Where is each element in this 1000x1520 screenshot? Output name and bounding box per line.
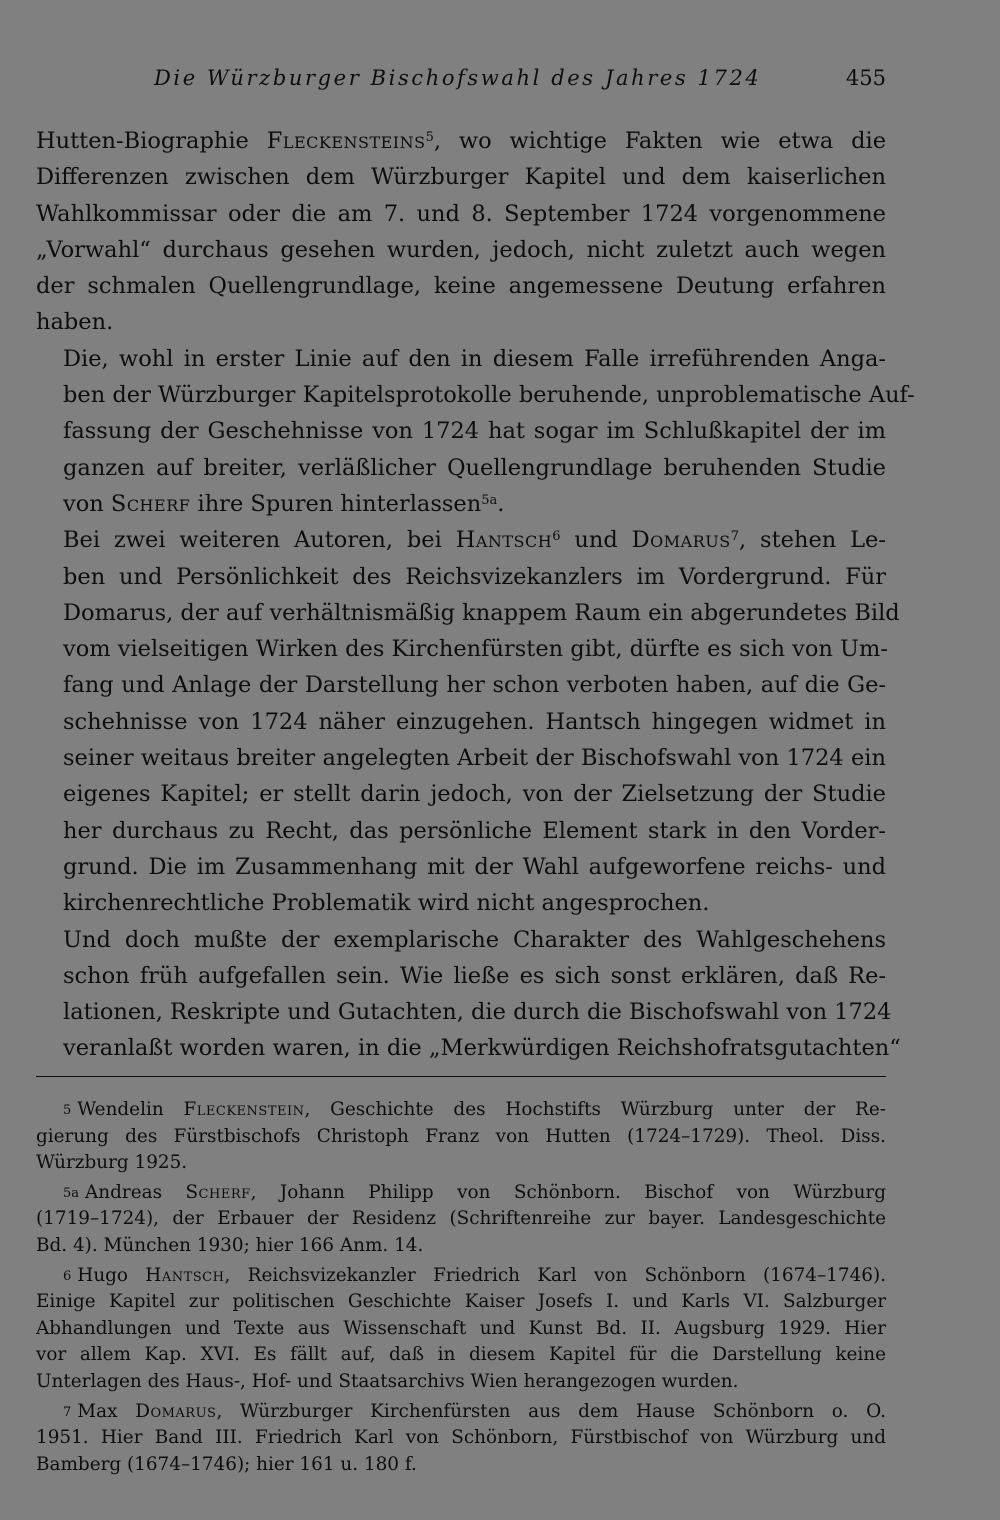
text-line bbox=[36, 595, 900, 631]
text-run: gierung des Fürstbischofs Christoph Franz von Hutten (1724–1729). Theol. Diss. bbox=[36, 1125, 886, 1147]
text-line bbox=[36, 268, 886, 304]
text-run: (1719–1724), der Erbauer der Residenz (Schriftenreihe zur bayer. Landesgeschichte bbox=[36, 1208, 886, 1230]
text-line bbox=[36, 159, 886, 195]
text-run: fang und Anlage der Darstellung her schon verboten haben, auf die Ge- bbox=[63, 672, 886, 699]
footnote-ref: 7 bbox=[730, 529, 740, 545]
text-run: von bbox=[63, 490, 111, 517]
text-run: kirchenrechtliche Problematik wird nicht angesprochen. bbox=[63, 890, 710, 917]
footnote-ref: 6 bbox=[552, 529, 561, 545]
text-line bbox=[36, 667, 886, 703]
footnote-rule bbox=[36, 1076, 886, 1077]
text-run: vom vielseitigen Wirken des Kirchenfürsten gibt, dürfte es sich von Um- bbox=[63, 636, 888, 663]
author-name: Hantsch bbox=[455, 527, 553, 554]
text-run: Wendelin bbox=[77, 1099, 184, 1120]
footnote-number: 5a bbox=[63, 1185, 80, 1201]
text-line bbox=[36, 776, 886, 812]
text-run: schehnisse von 1724 näher einzugehen. Hantsch hingegen widmet in bbox=[63, 708, 886, 735]
text-run: Domarus, der auf verhältnismäßig knappem Raum ein abgerundetes Bild bbox=[63, 599, 900, 626]
text-run: ben der Würzburger Kapitelsprotokolle beruhende, unproblematische Auf- bbox=[63, 382, 915, 409]
text-line bbox=[36, 1425, 886, 1452]
text-run: ganzen auf breiter, verläßlicher Quellengrundlage beruhenden Studie bbox=[63, 454, 886, 481]
text-run: schon früh aufgefallen sein. Wie ließe es sich sonst erklären, daß Re- bbox=[63, 962, 886, 989]
text-line bbox=[36, 123, 886, 159]
text-line bbox=[36, 1124, 886, 1151]
footnote-number: 5 bbox=[63, 1103, 72, 1118]
text-run: Einige Kapitel zur politischen Geschichte Kaiser Josefs I. und Karls VI. Salzburger bbox=[36, 1291, 886, 1313]
text-run: her durchaus zu Recht, das persönliche Element stark in den Vorder- bbox=[63, 817, 886, 844]
text-run: ben und Persönlichkeit des Reichsvizekanzlers im Vordergrund. Für bbox=[63, 563, 886, 590]
text-line bbox=[36, 1342, 886, 1369]
text-run: veranlaßt worden waren, in die „Merkwürdigen Reichshofratsgutachten“ bbox=[63, 1035, 901, 1062]
text-run: Andreas bbox=[85, 1181, 186, 1203]
paragraph-3 bbox=[36, 522, 900, 921]
author-name: Scherf bbox=[110, 490, 191, 517]
text-run: Hugo bbox=[77, 1264, 146, 1286]
text-run: Würzburg 1925. bbox=[36, 1152, 188, 1174]
text-run: haben. bbox=[36, 309, 114, 336]
text-run: , stehen Le- bbox=[739, 527, 886, 554]
text-run: grund. Die im Zusammenhang mit der Wahl aufgeworfene reichs- und bbox=[63, 853, 886, 880]
text-line bbox=[36, 885, 886, 921]
text-line bbox=[36, 704, 886, 740]
text-run: Wahlkommissar oder die am 7. und 8. September 1724 vorgenommene bbox=[36, 200, 886, 227]
text-run: , Würzburger Kirchenfürsten aus dem Hause Schönborn o. O. bbox=[216, 1400, 886, 1422]
text-line bbox=[36, 559, 886, 595]
text-run: . bbox=[497, 490, 505, 517]
text-line bbox=[36, 304, 886, 340]
text-line bbox=[36, 994, 892, 1030]
text-run: „Vorwahl“ durchaus gesehen wurden, jedoch, nicht zuletzt auch wegen bbox=[36, 236, 886, 263]
text-line bbox=[36, 1150, 886, 1177]
footnotes bbox=[36, 1097, 886, 1481]
text-run: seiner weitaus breiter angelegten Arbeit der Bischofswahl von 1724 ein bbox=[63, 745, 886, 772]
text-line bbox=[36, 486, 886, 522]
text-line bbox=[36, 341, 886, 377]
text-line bbox=[36, 377, 915, 413]
text-run: Hutten-Biographie bbox=[36, 128, 267, 154]
text-line bbox=[36, 1097, 886, 1124]
text-line bbox=[36, 196, 886, 232]
text-run: Abhandlungen und Texte aus Wissenschaft und Kunst Bd. II. Augsburg 1929. Hier bbox=[36, 1317, 886, 1339]
text-line bbox=[36, 1289, 886, 1316]
text-line bbox=[36, 413, 886, 449]
text-run: ihre Spuren hinterlassen bbox=[190, 490, 482, 517]
text-line bbox=[36, 232, 886, 268]
text-line bbox=[36, 1030, 901, 1066]
footnote-number: 6 bbox=[63, 1268, 72, 1284]
footnote-number: 7 bbox=[63, 1404, 72, 1420]
text-line bbox=[36, 1369, 886, 1396]
footnote-7 bbox=[36, 1399, 886, 1479]
text-line bbox=[36, 522, 886, 558]
text-run: Unterlagen des Haus-, Hof- und Staatsarchivs Wien herangezogen wurden. bbox=[36, 1370, 739, 1392]
text-run: Bei zwei weiteren Autoren, bei bbox=[63, 527, 456, 554]
text-run: fassung der Geschehnisse von 1724 hat sogar im Schlußkapitel der im bbox=[63, 418, 886, 445]
page-number: 455 bbox=[845, 66, 886, 90]
text-line bbox=[36, 1233, 886, 1260]
author-name: Fleckensteins bbox=[266, 128, 426, 154]
text-line bbox=[36, 922, 886, 958]
text-line bbox=[36, 740, 886, 776]
text-run: vor allem Kap. XVI. Es fällt auf, daß in diesem Kapitel für die Darstellung keine bbox=[36, 1344, 886, 1366]
text-run: der schmalen Quellengrundlage, keine angemessene Deutung erfahren bbox=[36, 273, 886, 300]
author-name: Domarus bbox=[631, 527, 731, 554]
text-run: und bbox=[560, 527, 632, 554]
text-run: Bd. 4). München 1930; hier 166 Anm. 14. bbox=[36, 1234, 424, 1256]
text-run: Max bbox=[77, 1400, 136, 1422]
body-text bbox=[36, 123, 915, 1067]
text-run: 1951. Hier Band III. Friedrich Karl von Schönborn, Fürstbischof von Würzburg und bbox=[36, 1427, 886, 1449]
author-name: Scherf bbox=[185, 1181, 251, 1203]
paragraph-1 bbox=[36, 123, 886, 341]
text-line bbox=[36, 1180, 886, 1207]
footnote-5a bbox=[36, 1180, 886, 1260]
text-run: , Reichsvizekanzler Friedrich Karl von Schönborn (1674–1746). bbox=[224, 1264, 886, 1286]
running-head bbox=[36, 66, 886, 96]
text-line bbox=[36, 450, 886, 486]
author-name: Hantsch bbox=[145, 1264, 225, 1286]
running-title: Die Würzburger Bischofswahl des Jahres 1724 bbox=[154, 66, 762, 90]
footnote-ref: 5a bbox=[481, 492, 498, 508]
text-line bbox=[36, 1206, 886, 1233]
document-page bbox=[36, 0, 915, 1520]
paragraph-4 bbox=[36, 922, 901, 1067]
text-run: , Johann Philipp von Schönborn. Bischof von Würzburg bbox=[250, 1181, 886, 1203]
text-run: Differenzen zwischen dem Würzburger Kapitel und dem kaiserlichen bbox=[36, 164, 886, 191]
text-run: eigenes Kapitel; er stellt darin jedoch, von der Zielsetzung der Studie bbox=[63, 781, 886, 808]
text-run: , wo wichtige Fakten wie etwa die bbox=[433, 128, 887, 154]
text-run: Bamberg (1674–1746); hier 161 u. 180 f. bbox=[36, 1453, 417, 1475]
footnote-6 bbox=[36, 1263, 886, 1396]
paragraph-2 bbox=[36, 341, 915, 522]
footnote-ref: 5 bbox=[425, 130, 434, 145]
text-run: lationen, Reskripte und Gutachten, die durch die Bischofswahl von 1724 bbox=[63, 999, 892, 1026]
author-name: Domarus bbox=[135, 1400, 217, 1422]
text-line bbox=[36, 631, 886, 667]
text-line bbox=[36, 958, 886, 994]
text-line bbox=[36, 1263, 886, 1290]
author-name: Fleckenstein bbox=[183, 1099, 305, 1120]
text-run: Die, wohl in erster Linie auf den in diesem Falle irreführenden Anga- bbox=[63, 345, 886, 372]
text-line bbox=[36, 1316, 886, 1343]
text-run: , Geschichte des Hochstifts Würzburg unter der Re- bbox=[304, 1099, 886, 1120]
text-run: Und doch mußte der exemplarische Charakter des Wahlgeschehens bbox=[63, 926, 886, 953]
text-line bbox=[36, 1452, 886, 1479]
text-line bbox=[36, 1399, 886, 1426]
text-line bbox=[36, 849, 886, 885]
text-line bbox=[36, 813, 886, 849]
footnote-5 bbox=[36, 1097, 886, 1177]
